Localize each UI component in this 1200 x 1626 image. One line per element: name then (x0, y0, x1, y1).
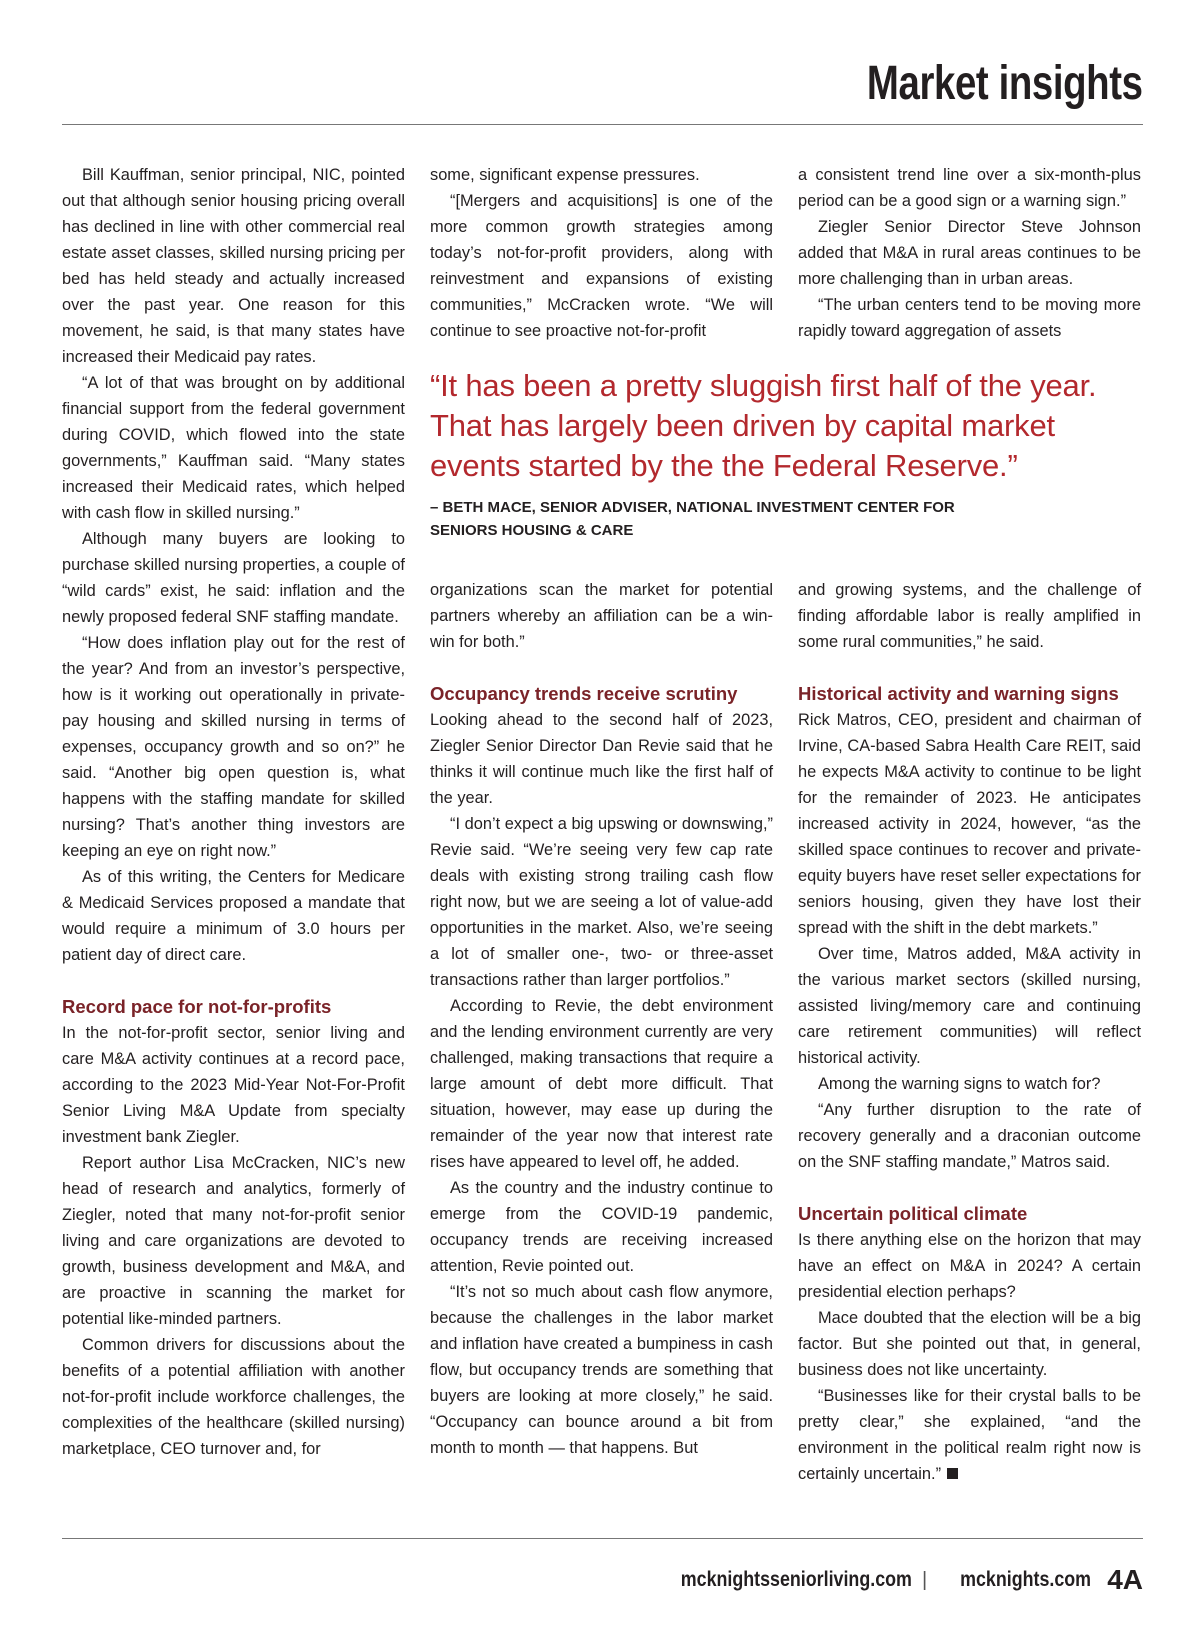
paragraph: Is there anything else on the horizon that may have an effect on M&A in 2024? A certain presidential election perhaps? (798, 1231, 1141, 1301)
paragraph: a consistent trend line over a six-month-plus period can be a good sign or a warning sign.” (798, 166, 1141, 210)
paragraph: “[Mergers and acquisitions] is one of the more common growth strategies among today’s not-for-profit providers, along with reinvestment and expansions of existing communities,” McCracken wrote. “We will continue to see proactive not-for-profit (430, 192, 773, 340)
closing-quote: “Businesses like for their crystal balls to be pretty clear,” she explained, “and the environment in the political realm right now is certainly uncertain.” (798, 1387, 1141, 1483)
footer-divider (62, 1538, 1143, 1539)
paragraph: Looking ahead to the second half of 2023, Ziegler Senior Director Dan Revie said that he thinks it will continue much like the first half of the year. (430, 711, 773, 807)
paragraph: and growing systems, and the challenge of finding affordable labor is really amplified in some rural communities,” he said. (798, 581, 1141, 651)
footer-separator: | (921, 1568, 928, 1591)
paragraph: Bill Kauffman, senior principal, NIC, pointed out that although senior housing pricing overall has declined in line with other commercial real estate asset classes, skilled nursing pricing per bed has held steady and actually increased over the past year. One reason for this movement, he said, is that many states have increased their Medicaid pay rates. (62, 166, 405, 366)
paragraph: “Any further disruption to the rate of recovery generally and a draconian outcome on the SNF staffing mandate,” Matros said. (798, 1101, 1141, 1171)
section-heading: Uncertain political climate (798, 1203, 1028, 1224)
section-heading: Historical activity and warning signs (798, 683, 1119, 704)
footer-site-link[interactable]: mcknights.com (960, 1568, 1092, 1591)
section-heading: Record pace for not-for-profits (62, 996, 332, 1017)
page-number: 4A (1107, 1564, 1143, 1595)
paragraph: Among the warning signs to watch for? (818, 1075, 1101, 1093)
paragraph: Report author Lisa McCracken, NIC’s new head of research and analytics, formerly of Ziegler, noted that many not-for-profit senior living and care organizations are devoted to growth, business development and M&A, and are proactive in scanning the market for potential like-minded partners. (62, 1154, 405, 1328)
paragraph: Although many buyers are looking to purchase skilled nursing properties, a couple of “wild cards” exist, he said: inflation and the newly proposed federal SNF staffing mandate. (62, 530, 405, 626)
pull-quote-text: “It has been a pretty sluggish first half of the year. That has largely been driven by capital market events started by the the Federal Reserve.” (430, 368, 1097, 483)
paragraph: Rick Matros, CEO, president and chairman of Irvine, CA-based Sabra Health Care REIT, said he expects M&A activity to continue to be light for the remainder of 2023. He anticipates increased activity in 2024, however, “as the skilled space continues to recover and private-equity buyers have reset seller expectations for seniors housing, given they have lost their spread with the shift in the debt markets.” (798, 711, 1141, 937)
pull-quote (430, 366, 1150, 542)
paragraph: organizations scan the market for potential partners whereby an affiliation can be a win-win for both.” (430, 581, 773, 651)
pull-quote-attribution: – BETH MACE, SENIOR ADVISER, NATIONAL INVESTMENT CENTER FOR SENIORS HOUSING & CARE (430, 499, 955, 539)
end-of-article-mark (947, 1468, 958, 1479)
paragraph: some, significant expense pressures. (430, 166, 700, 184)
column-2-top (430, 162, 773, 344)
paragraph: “How does inflation play out for the rest of the year? And from an investor’s perspective, how is it working out operationally in private-pay housing and skilled nursing in terms of expenses, occupancy growth and so on?” he said. “Another big open question is, what happens with the staffing mandate for skilled nursing? That’s another thing investors are keeping an eye on right now.” (62, 634, 405, 860)
column-2-bottom (430, 577, 773, 1461)
paragraph: “It’s not so much about cash flow anymore, because the challenges in the labor market and inflation have created a bumpiness in cash flow, but occupancy trends are something that buyers are looking at more closely,” he said. “Occupancy can bounce around a bit from month to month — that happens. But (430, 1283, 773, 1457)
column-3-bottom (798, 577, 1141, 1487)
paragraph: “A lot of that was brought on by additional financial support from the federal government during COVID, which flowed into the state governments,” Kauffman said. “Many states increased their Medicaid rates, which helped with cash flow in skilled nursing.” (62, 374, 405, 522)
paragraph: Ziegler Senior Director Steve Johnson added that M&A in rural areas continues to be more challenging than in urban areas. (798, 218, 1141, 288)
section-heading: Occupancy trends receive scrutiny (430, 683, 738, 704)
paragraph: According to Revie, the debt environment and the lending environment currently are very challenged, making transactions that require a large amount of debt more difficult. That situation, however, may ease up during the remainder of the year now that interest rate rises have appeared to level off, he added. (430, 997, 773, 1171)
paragraph: As the country and the industry continue to emerge from the COVID-19 pandemic, occupancy trends are receiving increased attention, Revie pointed out. (430, 1179, 773, 1275)
paragraph: Over time, Matros added, M&A activity in the various market sectors (skilled nursing, assisted living/memory care and continuing care retirement communities) will reflect historical activity. (798, 945, 1141, 1067)
paragraph: Common drivers for discussions about the benefits of a potential affiliation with another not-for-profit include workforce challenges, the complexities of the healthcare (skilled nursing) marketplace, CEO turnover and, for (62, 1336, 405, 1458)
footer-site-link[interactable]: mcknightsseniorliving.com (680, 1568, 912, 1591)
header-divider (62, 124, 1143, 125)
page-title: Market insights (867, 57, 1143, 110)
paragraph: “The urban centers tend to be moving more rapidly toward aggregation of assets (798, 296, 1141, 340)
paragraph: “I don’t expect a big upswing or downswing,” Revie said. “We’re seeing very few cap rate deals with existing strong trailing cash flow right now, but we are seeing a lot of value-add opportunities in the market. Also, we’re seeing a lot of smaller one-, two- or three-asset transactions rather than larger portfolios.” (430, 815, 773, 989)
paragraph: As of this writing, the Centers for Medicare & Medicaid Services proposed a mandate that would require a minimum of 3.0 hours per patient day of direct care. (62, 868, 405, 964)
paragraph: Mace doubted that the election will be a big factor. But she pointed out that, in general, business does not like uncertainty. (798, 1309, 1141, 1379)
paragraph: In the not-for-profit sector, senior living and care M&A activity continues at a record pace, according to the 2023 Mid-Year Not-For-Profit Senior Living M&A Update from specialty investment bank Ziegler. (62, 1024, 405, 1146)
column-3-top (798, 162, 1141, 344)
page-footer (640, 1558, 1143, 1602)
column-1 (62, 162, 405, 1462)
paragraph (798, 1383, 1141, 1487)
